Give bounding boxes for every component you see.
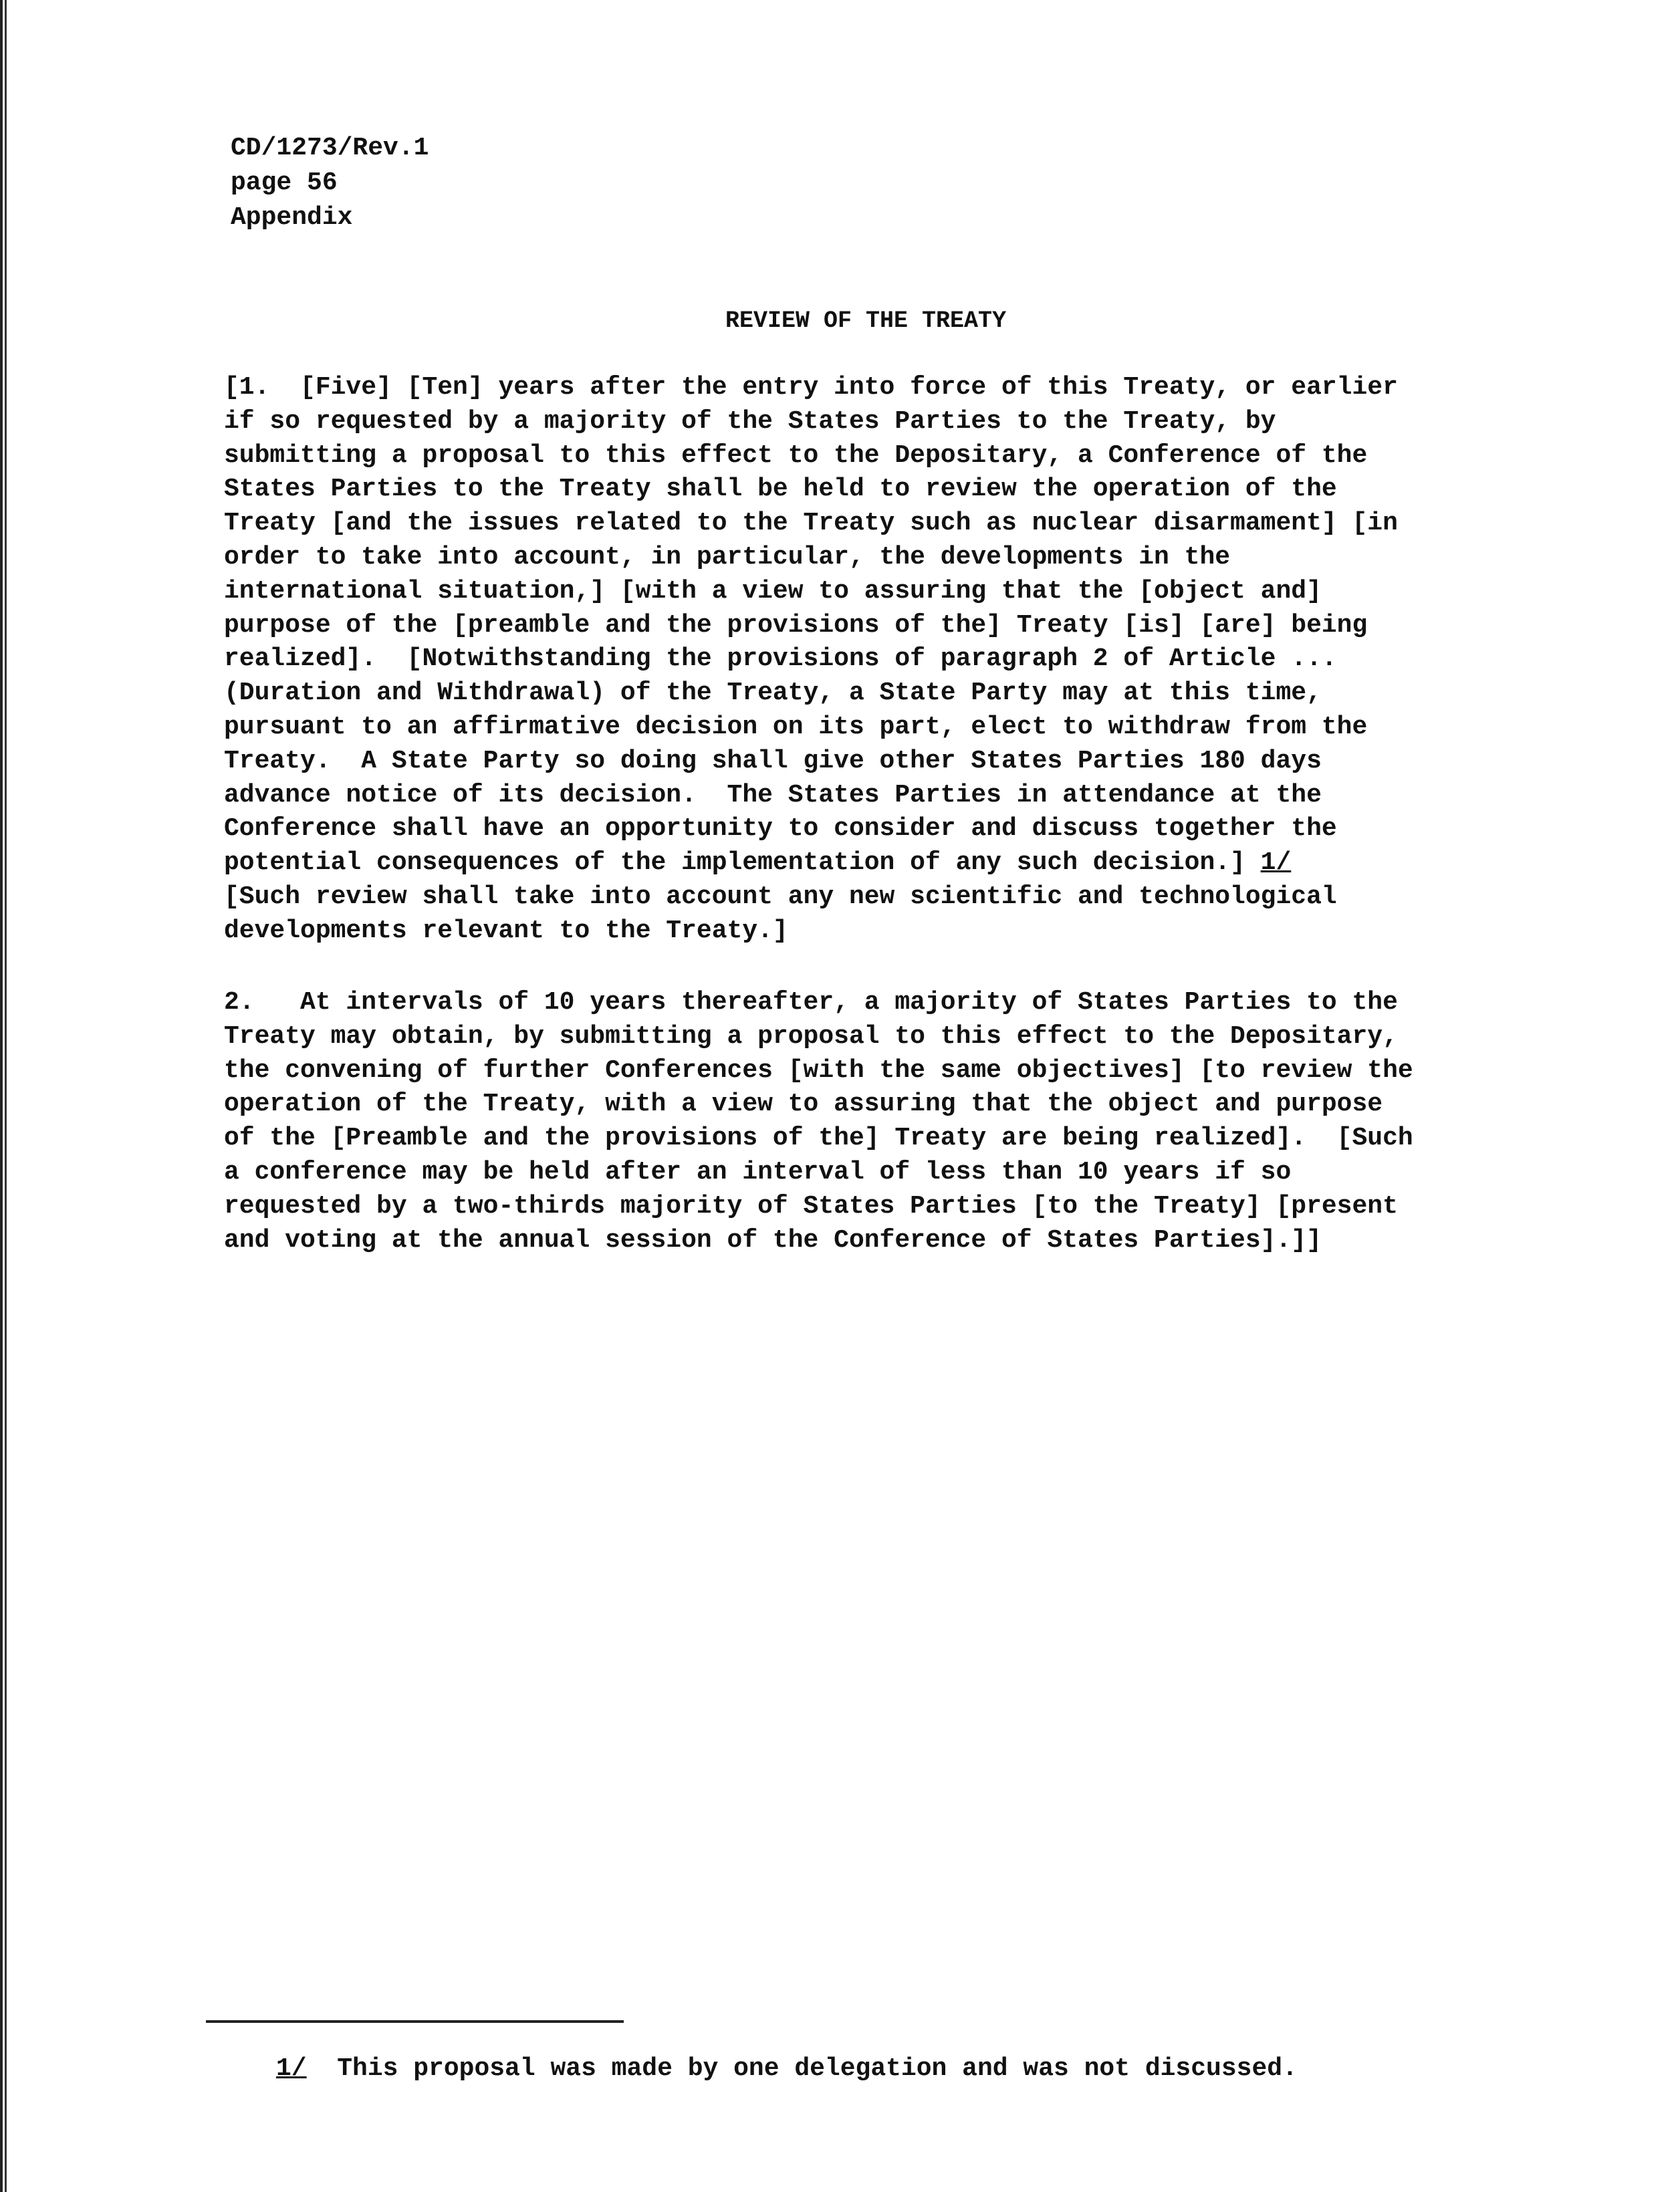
document-symbol: CD/1273/Rev.1 [231,134,429,162]
paragraph-1 [224,371,1561,949]
text-line: 2. At intervals of 10 years thereafter, a majority of States Parties to the [224,988,1398,1017]
text-line: States Parties to the Treaty shall be held to review the operation of the [224,475,1337,504]
text-line: requested by a two-thirds majority of States Parties [to the Treaty] [present [224,1191,1398,1221]
page-edge-border [0,0,9,2192]
text-line: developments relevant to the Treaty.] [224,916,788,945]
text-line: (Duration and Withdrawal) of the Treaty, a State Party may at this time, [224,679,1322,708]
text-line: pursuant to an affirmative decision on its part, elect to withdraw from the [224,712,1368,741]
text-line: realized]. [Notwithstanding the provisions of paragraph 2 of Article ... [224,644,1337,674]
text-line: operation of the Treaty, with a view to assuring that the object and purpose [224,1090,1383,1119]
section-label: Appendix [231,203,353,232]
document-header [231,131,429,235]
text-line: Treaty [and the issues related to the Treaty such as nuclear disarmament] [in [224,509,1398,538]
paragraph-2 [224,986,1561,1257]
text-line-with-footnote-ref [224,846,1561,880]
text-line: international situation,] [with a view to assuring that the [object and] [224,576,1322,606]
text-line: of the [Preamble and the provisions of the] Treaty are being realized]. [Such [224,1124,1413,1153]
text-line: order to take into account, in particular, the developments in the [224,542,1231,572]
text-segment: potential consequences of the implementation of any such decision.] [224,848,1261,878]
text-line: and voting at the annual session of the Conference of States Parties].]] [224,1225,1322,1255]
text-line: Conference shall have an opportunity to consider and discuss together the [224,814,1337,844]
footnote-reference: 1/ [1260,848,1292,878]
text-line: purpose of the [preamble and the provisions of the] Treaty [is] [are] being [224,610,1368,640]
text-line: the convening of further Conferences [with the same objectives] [to review the [224,1056,1413,1085]
footnote-marker: 1/ [276,2054,307,2083]
footnote-text: This proposal was made by one delegation and was not discussed. [306,2054,1298,2083]
text-line: if so requested by a majority of the States Parties to the Treaty, by [224,406,1276,436]
footnote [276,2052,1298,2086]
text-line: advance notice of its decision. The States Parties in attendance at the [224,780,1322,810]
text-line: a conference may be held after an interval of less than 10 years if so [224,1157,1292,1187]
page-number: page 56 [231,168,338,197]
text-line: Treaty may obtain, by submitting a proposal to this effect to the Depositary, [224,1021,1398,1051]
section-title: REVIEW OF THE TREATY [725,308,1007,334]
text-line: Treaty. A State Party so doing shall give other States Parties 180 days [224,746,1322,775]
text-line: [Such review shall take into account any new scientific and technological [224,882,1337,911]
text-line: submitting a proposal to this effect to the Depositary, a Conference of the [224,441,1368,470]
footnote-separator [206,2020,624,2023]
text-line: [1. [Five] [Ten] years after the entry into force of this Treaty, or earlier [224,373,1398,402]
